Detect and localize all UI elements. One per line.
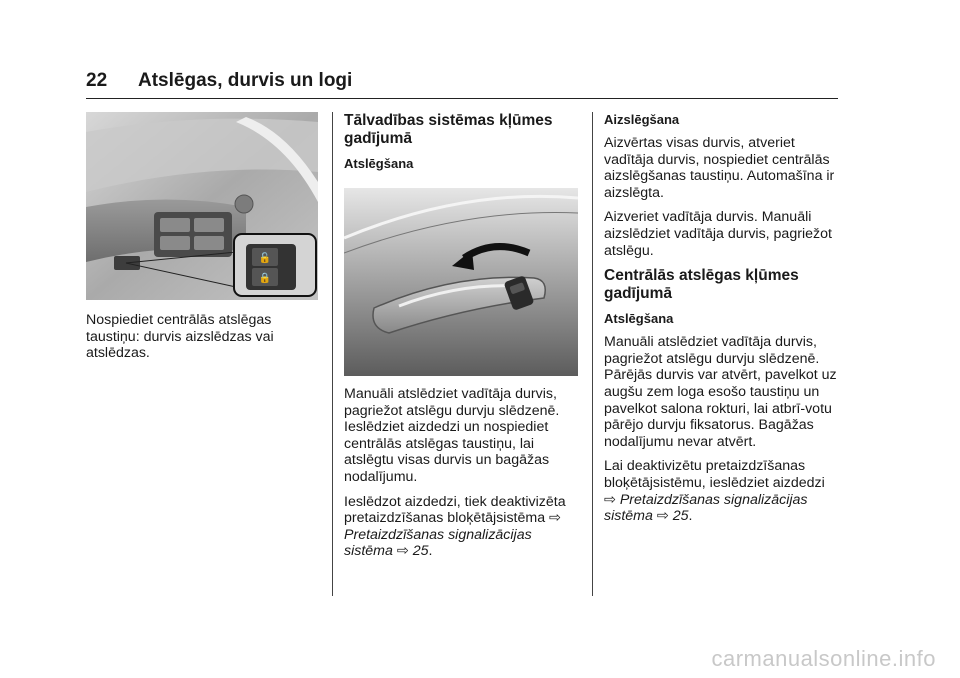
column-divider-1 bbox=[332, 112, 333, 596]
column-divider-2 bbox=[592, 112, 593, 596]
column-1 bbox=[86, 312, 316, 370]
door-handle-illustration bbox=[344, 188, 578, 376]
watermark: carmanualsonline.info bbox=[711, 646, 936, 671]
svg-text:🔓: 🔓 bbox=[258, 253, 272, 264]
door-handle-figure bbox=[344, 188, 578, 376]
section-heading: Tālvadības sistēmas kļūmes gadījumā bbox=[344, 112, 553, 147]
reference-page-link[interactable]: 25 bbox=[412, 543, 429, 560]
cross-reference-arrow-icon: ⇨ bbox=[396, 543, 409, 560]
page-title: Atslēgas, durvis un logi bbox=[138, 70, 353, 91]
subheading-unlocking-2: Atslēgšana bbox=[604, 311, 674, 327]
header-rule bbox=[86, 98, 838, 99]
paragraph-manual-unlock: Manuāli atslēdziet vadītāja durvis, pagriežot atslēgu durvju slēdzenē. Ieslēdziet aizdedzi un nospiediet centrālās atslēgas taustiņu, lai atslēgtu visas durvis un bagāžas nodalījumu. bbox=[344, 386, 560, 485]
column-3 bbox=[604, 112, 840, 533]
paragraph-manual-unlock-2: Manuāli atslēdziet vadītāja durvis, pagriežot atslēgu durvju slēdzenē. Pārējās durvis var atvērt, pavelkot uz augšu zem loga esošo taustiņu un pavelkot salona rokturi, lai atbrī-votu pārējo durvju fiksatorus. Bagāžas nodalījumu nevar atvērt. bbox=[604, 334, 837, 450]
page-number: 22 bbox=[86, 70, 108, 91]
cross-reference-arrow-icon: ⇨ bbox=[656, 508, 669, 525]
subheading-locking: Aizslēgšana bbox=[604, 112, 680, 127]
reference-title-link[interactable]: Pretaizdzīšanas signalizācijas sistēma bbox=[344, 526, 532, 560]
section-heading-central-lock-failure: Centrālās atslēgas kļūmes gadījumā bbox=[604, 267, 799, 303]
reference-title-link[interactable]: Pretaizdzīšanas signalizācijas sistēma bbox=[604, 491, 808, 525]
door-switch-illustration bbox=[86, 112, 318, 300]
reference-page-link[interactable]: 25 bbox=[672, 508, 689, 525]
cross-reference-arrow-icon: ⇨ bbox=[549, 510, 561, 527]
paragraph-locking-2: Aizveriet vadītāja durvis. Manuāli aizslēdziet vadītāja durvis, pagriežot atslēgu. bbox=[604, 209, 832, 259]
cross-reference-arrow-icon: ⇨ bbox=[604, 491, 616, 508]
figure-caption: Nospiediet centrālās atslēgas taustiņu: durvis aizslēdzas vai atslēdzas. bbox=[86, 312, 274, 362]
column-2-body bbox=[344, 386, 580, 568]
column-2-top bbox=[344, 112, 580, 179]
paragraph-locking-1: Aizvērtas visas durvis, atveriet vadītāja durvis, nospiediet centrālās aizslēgšanas taustiņu. Automašīna ir aizslēgta. bbox=[604, 135, 835, 201]
paragraph-immobilizer: Ieslēdzot aizdedzi, tiek deaktivizēta pretaizdzīšanas bloķētājsistēma ⇨ Pretaizdzīšanas signalizācijas sistēma ⇨ 25. bbox=[344, 493, 566, 560]
subheading-unlocking: Atslēgšana bbox=[344, 156, 414, 171]
deactivate-text: Lai deaktivizētu pretaizdzīšanas bloķētājsistēmu, ieslēdziet aizdedzi bbox=[604, 458, 825, 491]
immobilizer-text: Ieslēdzot aizdedzi, tiek deaktivizēta pretaizdzīšanas bloķētājsistēma bbox=[344, 493, 566, 527]
paragraph-deactivate-immobilizer: Lai deaktivizētu pretaizdzīšanas bloķētājsistēmu, ieslēdziet aizdedzi ⇨ Pretaizdzīšanas signalizācijas sistēma ⇨ 25. bbox=[604, 458, 825, 525]
svg-text:🔒: 🔒 bbox=[258, 273, 272, 284]
door-switch-figure bbox=[86, 112, 318, 300]
